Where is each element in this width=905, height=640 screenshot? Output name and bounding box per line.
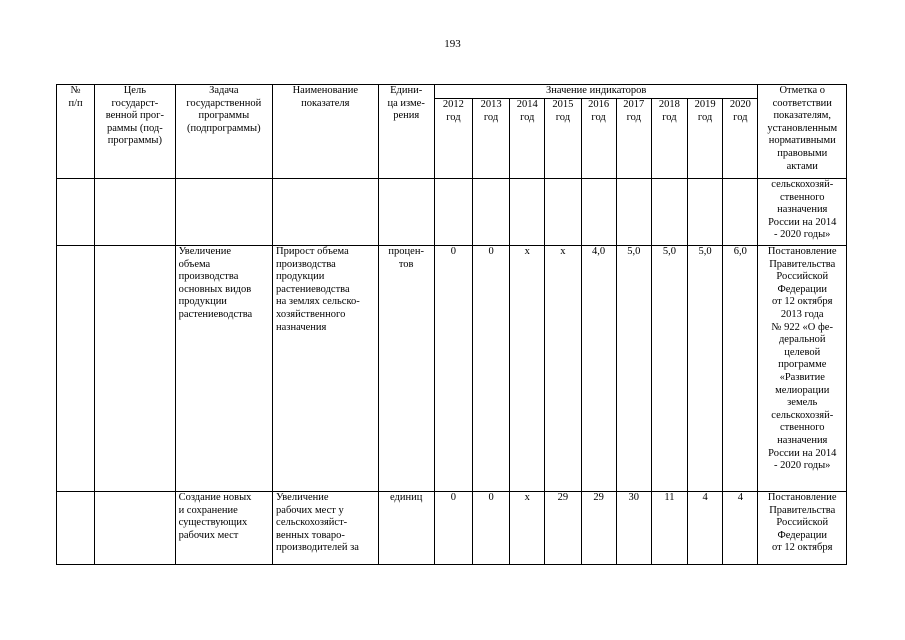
- cell-indicator: [273, 179, 379, 246]
- cell-value-8: 4: [723, 492, 758, 565]
- cell-value-5: [616, 179, 651, 246]
- cell-value-0: 0: [434, 246, 472, 492]
- cell-value-5: 5,0: [616, 246, 651, 492]
- cell-value-8: 6,0: [723, 246, 758, 492]
- header-year-6: 2018 год: [651, 99, 687, 179]
- cell-value-4: 4,0: [581, 246, 616, 492]
- cell-value-5: 30: [616, 492, 651, 565]
- cell-value-8: [723, 179, 758, 246]
- header-year-0: 2012 год: [434, 99, 472, 179]
- cell-task: Создание новых и сохранение существующих рабочих мест: [175, 492, 272, 565]
- cell-value-7: 5,0: [688, 246, 723, 492]
- header-year-2: 2014 год: [510, 99, 545, 179]
- cell-note: сельскохозяй- ственного назначения России на 2014 - 2020 годы»: [758, 179, 847, 246]
- cell-value-7: [688, 179, 723, 246]
- cell-value-0: 0: [434, 492, 472, 565]
- cell-value-3: 29: [545, 492, 581, 565]
- header-values-title: Значение индикаторов: [434, 85, 758, 99]
- cell-task: Увеличение объема производства основных видов продукции растениеводства: [175, 246, 272, 492]
- header-year-1: 2013 год: [472, 99, 509, 179]
- cell-goal: [95, 179, 175, 246]
- cell-value-2: х: [510, 246, 545, 492]
- cell-num: [57, 492, 95, 565]
- cell-task: [175, 179, 272, 246]
- header-year-4: 2016 год: [581, 99, 616, 179]
- cell-unit: процен- тов: [378, 246, 434, 492]
- page-number: 193: [444, 38, 461, 50]
- cell-unit: [378, 179, 434, 246]
- cell-value-7: 4: [688, 492, 723, 565]
- cell-value-2: х: [510, 492, 545, 565]
- header-year-8: 2020 год: [723, 99, 758, 179]
- cell-num: [57, 179, 95, 246]
- header-indicator-name: Наименование показателя: [273, 85, 379, 179]
- header-goal: Цель государст- венной прог- раммы (под- программы): [95, 85, 175, 179]
- cell-num: [57, 246, 95, 492]
- cell-value-6: 11: [651, 492, 687, 565]
- cell-goal: [95, 246, 175, 492]
- cell-note: Постановление Правительства Российской Федерации от 12 октября: [758, 492, 847, 565]
- cell-value-1: [472, 179, 509, 246]
- cell-value-3: х: [545, 246, 581, 492]
- cell-value-4: [581, 179, 616, 246]
- cell-value-0: [434, 179, 472, 246]
- cell-value-3: [545, 179, 581, 246]
- cell-value-1: 0: [472, 246, 509, 492]
- header-year-7: 2019 год: [688, 99, 723, 179]
- header-unit: Едини- ца изме- рения: [378, 85, 434, 179]
- cell-value-1: 0: [472, 492, 509, 565]
- cell-value-4: 29: [581, 492, 616, 565]
- header-note: Отметка о соответствии показателям, установленным нормативными правовыми актами: [758, 85, 847, 179]
- header-num: № п/п: [57, 85, 95, 179]
- cell-indicator: Увеличение рабочих мест у сельскохозяйст- венных товаро- производителей за: [273, 492, 379, 565]
- cell-indicator: Прирост объема производства продукции растениеводства на землях сельско- хозяйственного назначения: [273, 246, 379, 492]
- cell-value-6: 5,0: [651, 246, 687, 492]
- cell-unit: единиц: [378, 492, 434, 565]
- header-year-5: 2017 год: [616, 99, 651, 179]
- header-task: Задача государственной программы (подпрограммы): [175, 85, 272, 179]
- cell-value-2: [510, 179, 545, 246]
- header-year-3: 2015 год: [545, 99, 581, 179]
- cell-note: Постановление Правительства Российской Федерации от 12 октября 2013 года № 922 «О фе- деральной целевой программе «Развитие мелиорации земель сельскохозяй- ственного назначения России на 2014 - 2020 годы»: [758, 246, 847, 492]
- header-row-1: [57, 85, 847, 99]
- table-row: [57, 492, 847, 565]
- table-row: [57, 179, 847, 246]
- cell-value-6: [651, 179, 687, 246]
- indicators-table: [56, 84, 847, 565]
- table-row: [57, 246, 847, 492]
- cell-goal: [95, 492, 175, 565]
